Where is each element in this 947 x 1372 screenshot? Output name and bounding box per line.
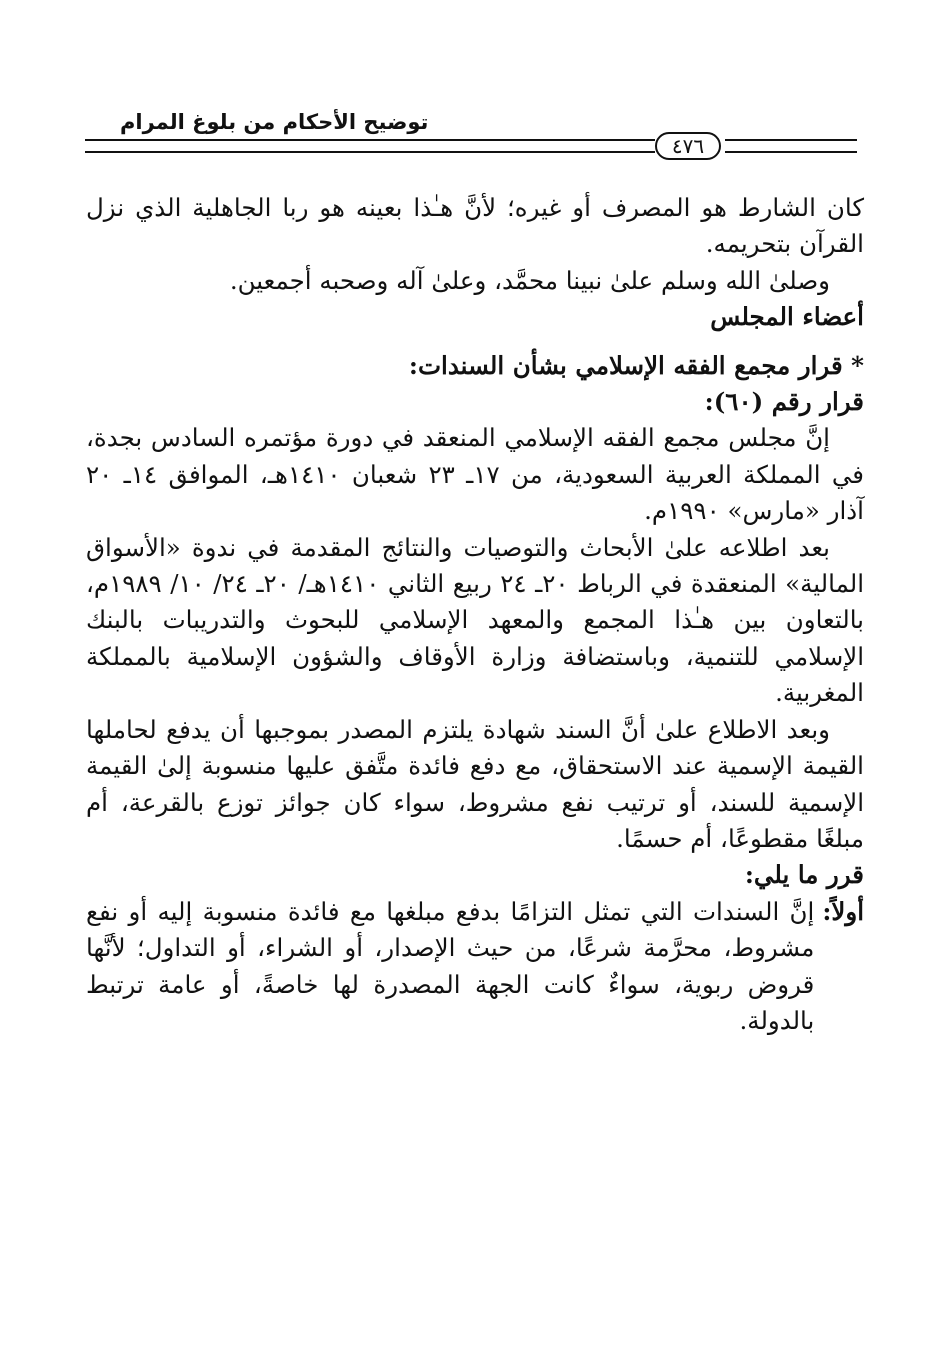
resolution-item-text: إنَّ السندات التي تمثل التزامًا بدفع مبلغها مع فائدة منسوبة إليه أو نفع مشروط، محرَّمة شرعًا، من حيث الإصدار، أو الشراء، أو التداول؛ لأنَّها قروض ربوية، سواءٌ كانت الجهة المصدرة لها خاصةً، أو عامة ترتبط بالدولة. [86, 896, 815, 1035]
page-body [86, 190, 864, 1039]
header-rule-bottom-left [85, 151, 655, 153]
header-rule-top-left [85, 139, 655, 141]
paragraph-seminar: بعد اطلاعه علىٰ الأبحاث والتوصيات والنتائج المقدمة في ندوة «الأسواق المالية» المنعقدة في الرباط ٢٠ـ ٢٤ ربيع الثاني ١٤١٠هـ/ ٢٠ـ ٢٤/ ١٠/ ١٩٨٩م، بالتعاون بين هـٰذا المجمع والمعهد الإسلامي للبحوث والتدريبات بالبنك الإسلامي للتنمية، وباستضافة وزارة الأوقاف والشؤون الإسلامية بالمملكة المغربية. [86, 532, 865, 708]
paragraph-council-session: إنَّ مجلس مجمع الفقه الإسلامي المنعقد في دورة مؤتمره السادس بجدة، في المملكة العربية السعودية، من ١٧ـ ٢٣ شعبان ١٤١٠هـ، الموافق ١٤ـ ٢٠ آذار «مارس» ١٩٩٠م. [86, 423, 865, 526]
paragraph-usury: كان الشارط هو المصرف أو غيره؛ لأنَّ هـٰذا بعينه هو ربا الجاهلية الذي نزل القرآن بتحريمه. [86, 193, 864, 259]
resolution-item-label: أولاً: [822, 896, 864, 926]
header-rule-bottom-right [725, 151, 857, 153]
council-members-signature: أعضاء المجلس [710, 302, 864, 332]
resolution-item-first [86, 894, 864, 1040]
section-title: * قرار مجمع الفقه الإسلامي بشأن السندات: [408, 350, 864, 380]
decision-number: قرار رقم (٦٠): [704, 387, 864, 417]
running-title: توضيح الأحكام من بلوغ المرام [120, 110, 429, 134]
header-rule-top-right [725, 139, 857, 141]
resolution-heading: قرر ما يلي: [744, 860, 864, 890]
paragraph-bond-definition: وبعد الاطلاع علىٰ أنَّ السند شهادة يلتزم المصدر بموجبها أن يدفع لحاملها القيمة الإسمية عند الاستحقاق، مع دفع فائدة متَّفق عليها منسوبة إلىٰ القيمة الإسمية للسند، أو ترتيب نفع مشروط، سواء كان جوائز توزع بالقرعة، أم مبلغًا مقطوعًا، أم حسمًا. [86, 714, 864, 853]
paragraph-salutation: وصلىٰ الله وسلم علىٰ نبينا محمَّد، وعلىٰ آله وصحبه أجمعين. [229, 265, 830, 295]
page-number: ٤٧٦ [655, 132, 721, 160]
